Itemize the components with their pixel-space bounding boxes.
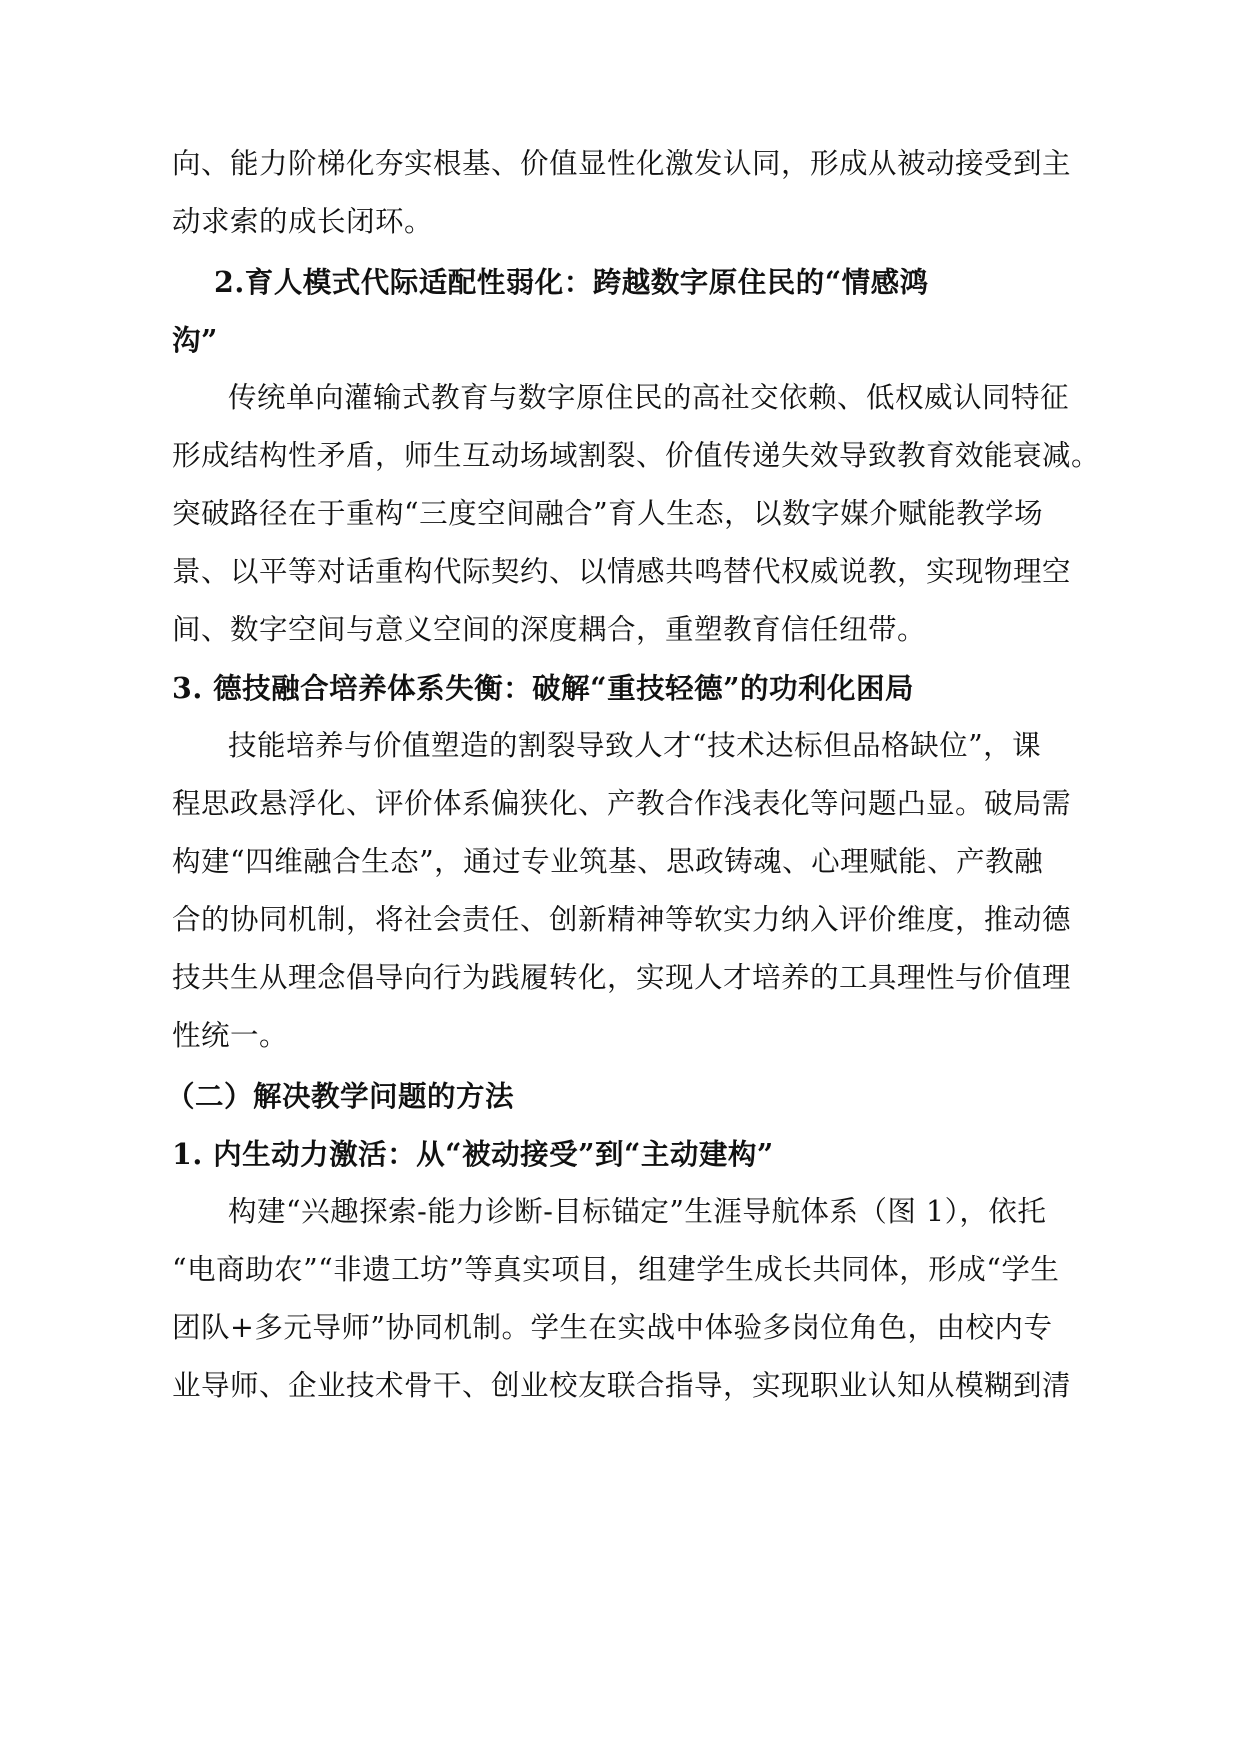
text-line: 景、以平等对话重构代际契约、以情感共鸣替代权威说教，实现物理空 [172, 555, 1072, 588]
text-line: 突破路径在于重构“三度空间融合”育人生态，以数字媒介赋能教学场 [172, 497, 1044, 530]
text-line: 业导师、企业技术骨干、创业校友联合指导，实现职业认知从模糊到清 [172, 1369, 1072, 1402]
text-line: 构建“四维融合生态”，通过专业筑基、思政铸魂、心理赋能、产教融 [172, 845, 1044, 878]
heading-line: 沟” [172, 323, 218, 357]
text-line: 程思政悬浮化、评价体系偏狭化、产教合作浅表化等问题凸显。破局需 [172, 787, 1072, 820]
text-line: 技能培养与价值塑造的割裂导致人才“技术达标但品格缺位”，课 [228, 729, 1042, 762]
text-line: “电商助农”“非遗工坊”等真实项目，组建学生成长共同体，形成“学生 [172, 1253, 1060, 1286]
text-line: 传统单向灌输式教育与数字原住民的高社交依赖、低权威认同特征 [228, 381, 1070, 414]
heading-line: 3. 德技融合培养体系失衡：破解“重技轻德”的功利化困局 [172, 671, 914, 705]
text-line: 构建“兴趣探索-能力诊断-目标锚定”生涯导航体系（图 1），依托 [228, 1195, 1047, 1228]
heading-line: （二）解决教学问题的方法 [166, 1079, 515, 1113]
heading-line: 1. 内生动力激活：从“被动接受”到“主动建构” [172, 1137, 774, 1171]
text-line: 动求索的成长闭环。 [172, 205, 434, 238]
text-line: 团队+多元导师”协同机制。学生在实战中体验多岗位角色，由校内专 [172, 1311, 1053, 1344]
text-line: 性统一。 [172, 1019, 289, 1052]
heading-line: 2.育人模式代际适配性弱化：跨越数字原住民的“情感鸿 [214, 265, 929, 299]
text-line: 间、数字空间与意义空间的深度耦合，重塑教育信任纽带。 [172, 613, 927, 646]
text-line: 技共生从理念倡导向行为践履转化，实现人才培养的工具理性与价值理 [172, 961, 1072, 994]
text-line: 合的协同机制，将社会责任、创新精神等软实力纳入评价维度，推动德 [172, 903, 1072, 936]
text-line: 形成结构性矛盾，师生互动场域割裂、价值传递失效导致教育效能衰减。 [172, 439, 1101, 472]
text-line: 向、能力阶梯化夯实根基、价值显性化激发认同，形成从被动接受到主 [172, 147, 1072, 180]
